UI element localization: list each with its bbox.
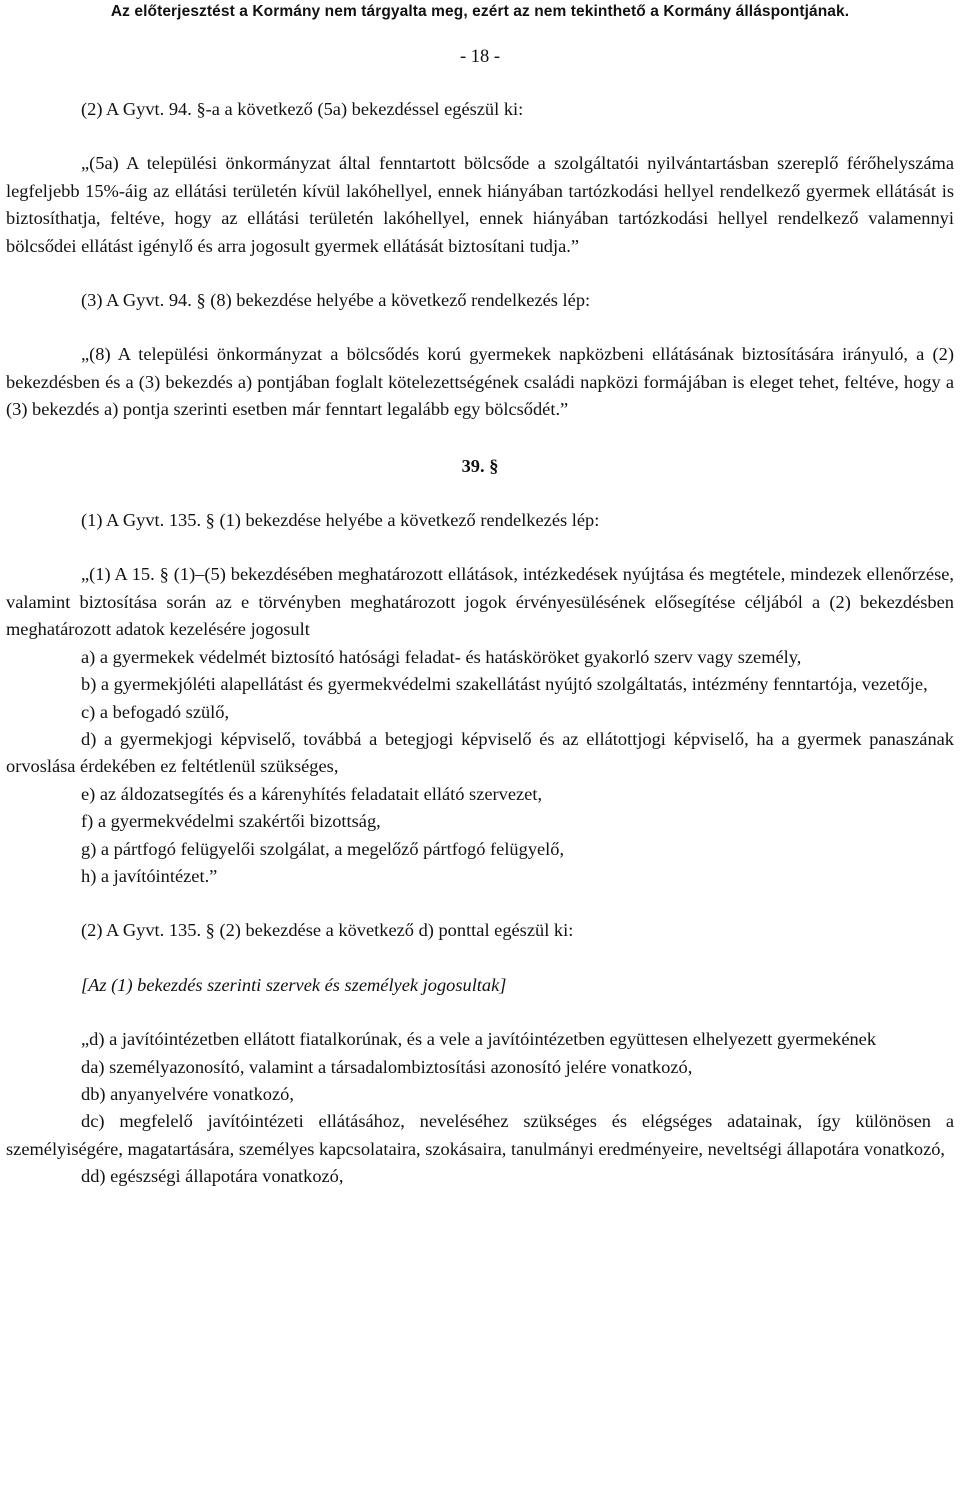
list-item-a: a) a gyermekek védelmét biztosító hatósági feladat- és hatásköröket gyakorló szerv vagy személy, — [81, 646, 802, 667]
list-item-da: da) személyazonosító, valamint a társadalombiztosítási azonosító jelére vonatkozó, — [81, 1056, 693, 1077]
list-item-e: e) az áldozatsegítés és a kárenyhítés feladatait ellátó szervezet, — [81, 783, 543, 804]
list-item-h: h) a javítóintézet.” — [81, 865, 218, 886]
page-number: - 18 - — [459, 47, 501, 67]
list-item-d: d) a gyermekjogi képviselő, továbbá a betegjogi képviselő és az ellátottjogi képviselő, ha a gyermek panaszának orvoslása érdekében ez feltétlenül szükséges, — [6, 728, 954, 777]
quoted-provision-5a: „(5a) A települési önkormányzat által fenntartott bölcsőde a szolgáltatói nyilvántartásban szereplő férőhelyszáma legfeljebb 15%-áig az ellátási területén kívül lakóhellyel, ennek hiányában tartózkodási hellyel rendelkező gyermek ellátását is biztosíthatja, feltéve, hogy az ellátási területén lakóhellyel, ennek hiányában tartózkodási hellyel rendelkező valamennyi bölcsődei ellátást igénylő és arra jogosult gyermek ellátását biztosítani tudja.” — [6, 153, 954, 256]
paragraph-amendment-2: (2) A Gyvt. 94. §-a a következő (5a) bekezdéssel egészül ki: — [81, 99, 524, 119]
quoted-provision-d: „d) a javítóintézetben ellátott fiatalkorúnak, és a vele a javítóintézetben együttesen elhelyezett gyermekének — [81, 1029, 877, 1050]
list-item-dc: dc) megfelelő javítóintézeti ellátásához, neveléséhez szükséges és elégséges adatainak, így különösen a személyiségére, magatartására, személyes kapcsolataira, szokásaira, tanulmányi eredményeire, neveltségi állapotára vonatkozó, — [6, 1111, 954, 1159]
section-heading-39: 39. § — [461, 455, 499, 476]
list-item-b: b) a gyermekjóléti alapellátást és gyermekvédelmi szakellátást nyújtó szolgáltatás, intézmény fenntartója, vezetője, — [81, 674, 928, 695]
list-item-f: f) a gyermekvédelmi szakértői bizottság, — [81, 811, 381, 832]
list-item-dd: dd) egészségi állapotára vonatkozó, — [81, 1166, 344, 1187]
quoted-provision-1: „(1) A 15. § (1)–(5) bekezdésében meghatározott ellátások, intézkedések nyújtása és megtétele, mindezek ellenőrzése, valamint biztosítása során az e törvényben meghatározott jogok érvényesülésének elősegítése céljából a (2) bekezdésben meghatározott adatok kezelésére jogosult — [6, 564, 954, 640]
list-item-db: db) anyanyelvére vonatkozó, — [81, 1083, 294, 1104]
list-item-c: c) a befogadó szülő, — [81, 701, 230, 722]
quoted-provision-8: „(8) A települési önkormányzat a bölcsődés korú gyermekek napközbeni ellátásának biztosítására irányuló, a (2) bekezdésben és a (3) bekezdés a) pontjában foglalt kötelezettségének családi napközi formájában is eleget tehet, feltéve, hogy a (3) bekezdés a) pontja szerinti esetben már fenntart legalább egy bölcsődét.” — [6, 344, 954, 420]
list-item-g: g) a pártfogó felügyelői szolgálat, a megelőző pártfogó felügyelő, — [81, 838, 565, 859]
bracketed-context: [Az (1) bekezdés szerinti szervek és személyek jogosultak] — [81, 974, 507, 995]
document-body — [6, 96, 954, 1191]
draft-disclaimer-banner: Az előterjesztést a Kormány nem tárgyalta meg, ezért az nem tekinthető a Kormány álláspontjának. — [110, 3, 850, 20]
paragraph-amendment-3: (3) A Gyvt. 94. § (8) bekezdése helyébe a következő rendelkezés lép: — [81, 290, 591, 311]
paragraph-amendment-1: (1) A Gyvt. 135. § (1) bekezdése helyébe a következő rendelkezés lép: — [81, 510, 600, 531]
paragraph-amendment-2b: (2) A Gyvt. 135. § (2) bekezdése a következő d) ponttal egészül ki: — [81, 920, 574, 941]
